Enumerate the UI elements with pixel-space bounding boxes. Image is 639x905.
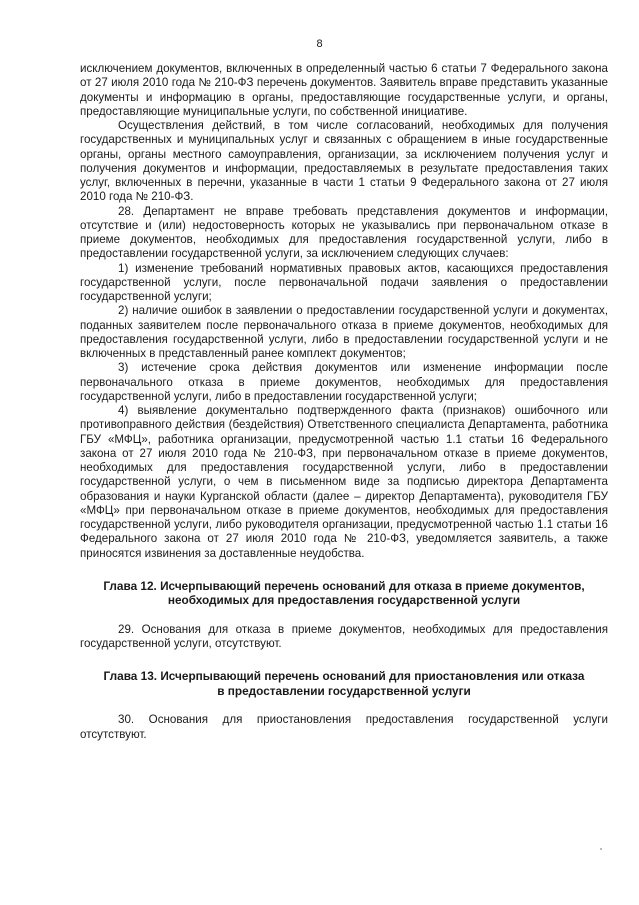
- paragraph-29: 29. Основания для отказа в приеме документов, необходимых для предоставления государственной услуги, отсутствуют.: [80, 622, 608, 650]
- chapter-12-title-line2: необходимых для предоставления государственной услуги: [167, 593, 521, 608]
- page-number: 8: [316, 38, 323, 50]
- paragraph: Осуществления действий, в том числе согласований, необходимых для получения государственных и муниципальных услуг и связанных с обращением в иные государственные органы, органы местного самоуправления, организации, за исключением получения услуг и получения документов и информации, предоставляемых в результате предоставления таких услуг, включенных в перечни, указанные в части 1 статьи 9 Федерального закона от 27 июля 2010 года № 210-ФЗ.: [80, 119, 608, 204]
- document-body: [80, 62, 608, 742]
- chapter-12-title-line1: Глава 12. Исчерпывающий перечень оснований для отказа в приеме документов,: [103, 578, 585, 593]
- list-item-3: 3) истечение срока действия документов или изменение информации после первоначального отказа в приеме документов, необходимых для предоставления государственной услуги, либо в предоставлении государственной услуги;: [80, 361, 608, 403]
- chapter-13: [80, 669, 608, 742]
- list-item-1: 1) изменение требований нормативных правовых актов, касающихся предоставления государственной услуги, после первоначальной подачи заявления о предоставлении государственной услуги;: [80, 261, 608, 303]
- scan-speck: [600, 848, 602, 850]
- paragraph-30: 30. Основания для приостановления предоставления государственной услуги отсутствуют.: [80, 713, 608, 741]
- chapter-13-title-line2: в предоставлении государственной услуги: [217, 683, 471, 698]
- list-item-4: 4) выявление документально подтвержденного факта (признаков) ошибочного или противоправного действия (бездействия) Ответственного специалиста Департамента, работника ГБУ «МФЦ», работника организации, предусмотренной частью 1.1 статьи 16 Федерального закона от 27 июля 2010 года № 210-ФЗ, при первоначальном отказе в приеме документов, необходимых для предоставления государственной услуги, либо в предоставлении государственной услуги, о чем в письменном виде за подписью директора Департамента образования и науки Курганской области (далее – директор Департамента), руководителя ГБУ «МФЦ» при первоначальном отказе в приеме документов, необходимых для предоставления государственной услуги, либо руководителя организации, предусмотренной частью 1.1 статьи 16 Федерального закона от 27 июля 2010 года № 210-ФЗ, уведомляется заявитель, а также приносятся извинения за доставленные неудобства.: [80, 404, 608, 560]
- chapter-13-title-line1: Глава 13. Исчерпывающий перечень оснований для приостановления или отказа: [103, 669, 585, 684]
- paragraph-28: 28. Департамент не вправе требовать представления документов и информации, отсутствие и (или) недостоверность которых не указывались при первоначальном отказе в приеме документов, необходимых для предоставления государственной услуги, либо в предоставлении государственной услуги, за исключением следующих случаев:: [80, 204, 608, 261]
- list-item-2: 2) наличие ошибок в заявлении о предоставлении государственной услуги и документах, поданных заявителем после первоначального отказа в приеме документов, необходимых для предоставления государственной услуги, либо в предоставлении государственной услуги и не включенных в представленный ранее комплект документов;: [80, 304, 608, 360]
- chapter-12: [80, 579, 608, 652]
- paragraph: исключением документов, включенных в определенный частью 6 статьи 7 Федерального закона от 27 июля 2010 года № 210-ФЗ перечень документов. Заявитель вправе представить указанные документы и информацию в органы, предоставляющие государственные услуги, и органы, предоставляющие муниципальные услуги, по собственной инициативе.: [80, 62, 608, 118]
